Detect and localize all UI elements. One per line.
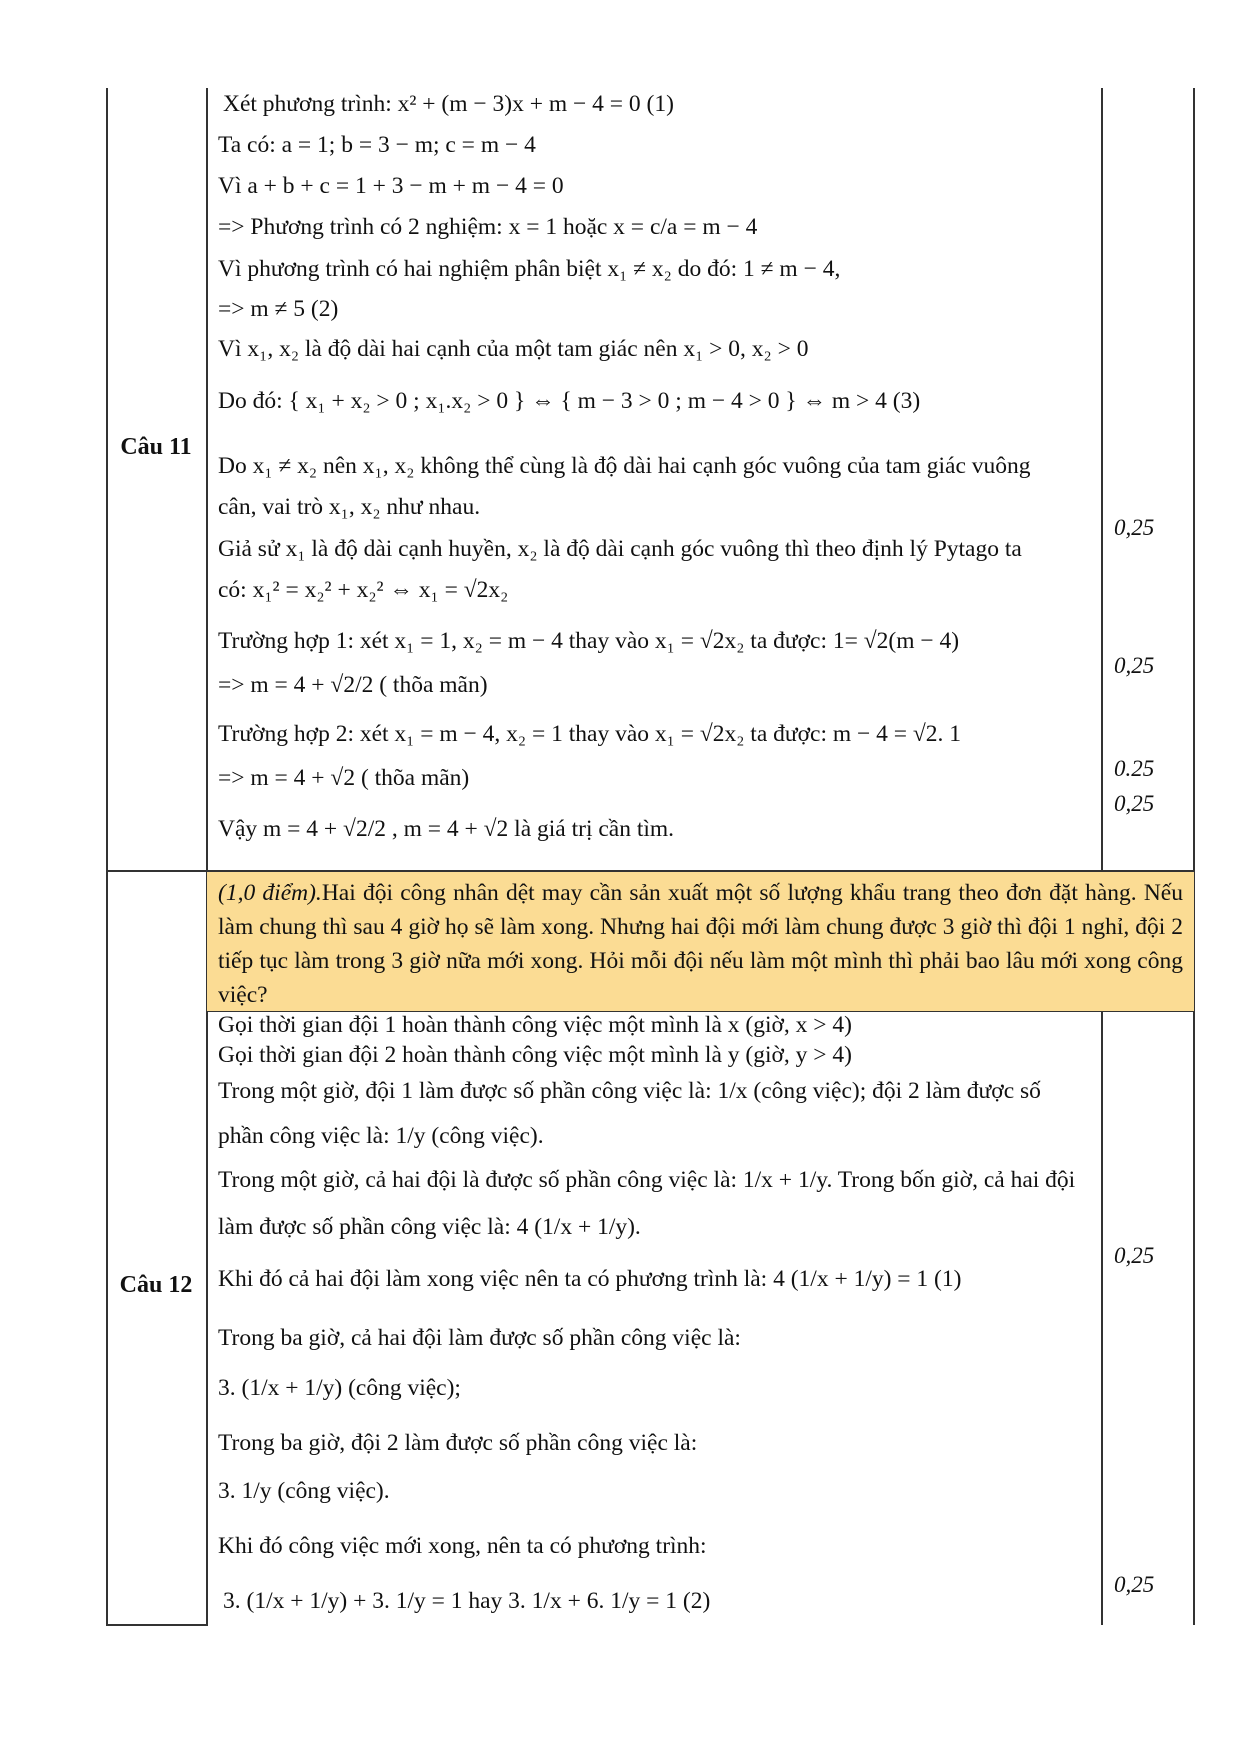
solution-line: => Phương trình có 2 nghiệm: x = 1 hoặc x = c/a = m − 4 <box>218 214 758 240</box>
score-value: 0,25 <box>1114 653 1155 678</box>
question-12-prompt-text: Hai đội công nhân dệt may cần sản xuất một số lượng khẩu trang theo đơn đặt hàng. Nếu làm chung thì sau 4 giờ họ sẽ làm xong. Nhưng hai đội mới làm chung được 3 giờ thì đội 1 nghỉ, đội 2 tiếp tục làm trong 3 giờ nữa mới xong. Hỏi mỗi đội nếu làm một mình thì phải bao lâu mới xong công việc? <box>218 880 1183 1008</box>
solution-line: Trường hợp 1: xét x₁ = 1, x₂ = m − 4 thay vào x₁ = √2x₂ ta được: 1= √2(m − 4) <box>218 628 960 654</box>
solution-line: Do x₁ ≠ x₂ nên x₁, x₂ không thể cùng là độ dài hai cạnh góc vuông của tam giác vuông <box>218 453 1031 479</box>
solution-line: Gọi thời gian đội 1 hoàn thành công việc một mình là x (giờ, x > 4) <box>218 1012 852 1038</box>
solution-line: làm được số phần công việc là: 4 (1/x + 1/y). <box>218 1214 641 1240</box>
solution-line: Vậy m = 4 + √2/2 , m = 4 + √2 là giá trị cần tìm. <box>218 816 675 842</box>
solution-line: => m = 4 + √2/2 ( thõa mãn) <box>218 672 488 698</box>
solution-line: Trong ba giờ, đội 2 làm được số phần công việc là: <box>218 1430 698 1456</box>
solution-line: Trường hợp 2: xét x₁ = m − 4, x₂ = 1 thay vào x₁ = √2x₂ ta được: m − 4 = √2. 1 <box>218 721 962 747</box>
question-12-prompt <box>218 876 1183 1012</box>
solution-line: Trong một giờ, đội 1 làm được số phần công việc là: 1/x (công việc); đội 2 làm được số <box>218 1078 1041 1104</box>
solution-line: Khi đó công việc mới xong, nên ta có phương trình: <box>218 1533 707 1559</box>
solution-line: Vì a + b + c = 1 + 3 − m + m − 4 = 0 <box>218 173 564 199</box>
score-value: 0,25 <box>1114 515 1155 540</box>
score-value: 0,25 <box>1114 1572 1155 1597</box>
solution-line: Trong ba giờ, cả hai đội làm được số phần công việc là: <box>218 1325 741 1351</box>
solution-line: Vì x₁, x₂ là độ dài hai cạnh của một tam giác nên x₁ > 0, x₂ > 0 <box>218 336 809 362</box>
solution-line: phần công việc là: 1/y (công việc). <box>218 1123 544 1149</box>
question-12-label: Câu 12 <box>119 1272 193 1298</box>
table-left-border <box>106 88 108 1625</box>
table-bottom-border <box>106 1624 208 1626</box>
solution-line: 3. (1/x + 1/y) (công việc); <box>218 1375 461 1401</box>
solution-line: Khi đó cả hai đội làm xong việc nên ta có phương trình là: 4 (1/x + 1/y) = 1 (1) <box>218 1266 962 1292</box>
score-column-divider-lower <box>1101 1010 1103 1625</box>
question-11-label: Câu 11 <box>120 434 192 460</box>
solution-line: => m ≠ 5 (2) <box>218 296 339 322</box>
solution-line: Vì phương trình có hai nghiệm phân biệt x₁ ≠ x₂ do đó: 1 ≠ m − 4, <box>218 256 841 282</box>
solution-line: Do đó: { x₁ + x₂ > 0 ; x₁.x₂ > 0 } ⇔ { m − 3 > 0 ; m − 4 > 0 } ⇔ m > 4 (3) <box>218 388 921 414</box>
solution-line: => m = 4 + √2 ( thõa mãn) <box>218 765 470 791</box>
score-column-divider <box>1101 88 1103 871</box>
score-value: 0,25 <box>1114 791 1155 816</box>
solution-line: Giả sử x₁ là độ dài cạnh huyền, x₂ là độ dài cạnh góc vuông thì theo định lý Pytago ta <box>218 536 1022 562</box>
label-column-divider <box>206 88 208 1625</box>
solution-line: Trong một giờ, cả hai đội là được số phần công việc là: 1/x + 1/y. Trong bốn giờ, cả hai đội <box>218 1167 1076 1193</box>
solution-line: Gọi thời gian đội 2 hoàn thành công việc một mình là y (giờ, y > 4) <box>218 1042 852 1068</box>
table-right-border <box>1193 88 1195 1625</box>
solution-line: Ta có: a = 1; b = 3 − m; c = m − 4 <box>218 132 536 158</box>
question-12-prompt-box <box>207 871 1194 1012</box>
solution-line: có: x₁² = x₂² + x₂² ⇔ x₁ = √2x₂ <box>218 577 509 603</box>
solution-line: 3. (1/x + 1/y) + 3. 1/y = 1 hay 3. 1/x + 6. 1/y = 1 (2) <box>223 1588 711 1614</box>
solution-line: Xét phương trình: x² + (m − 3)x + m − 4 = 0 (1) <box>223 91 674 117</box>
solution-line: cân, vai trò x₁, x₂ như nhau. <box>218 494 481 520</box>
solution-line: 3. 1/y (công việc). <box>218 1478 390 1504</box>
score-value: 0.25 <box>1114 756 1155 781</box>
question-12-points: (1,0 điểm). <box>218 880 322 906</box>
score-value: 0,25 <box>1114 1243 1155 1268</box>
